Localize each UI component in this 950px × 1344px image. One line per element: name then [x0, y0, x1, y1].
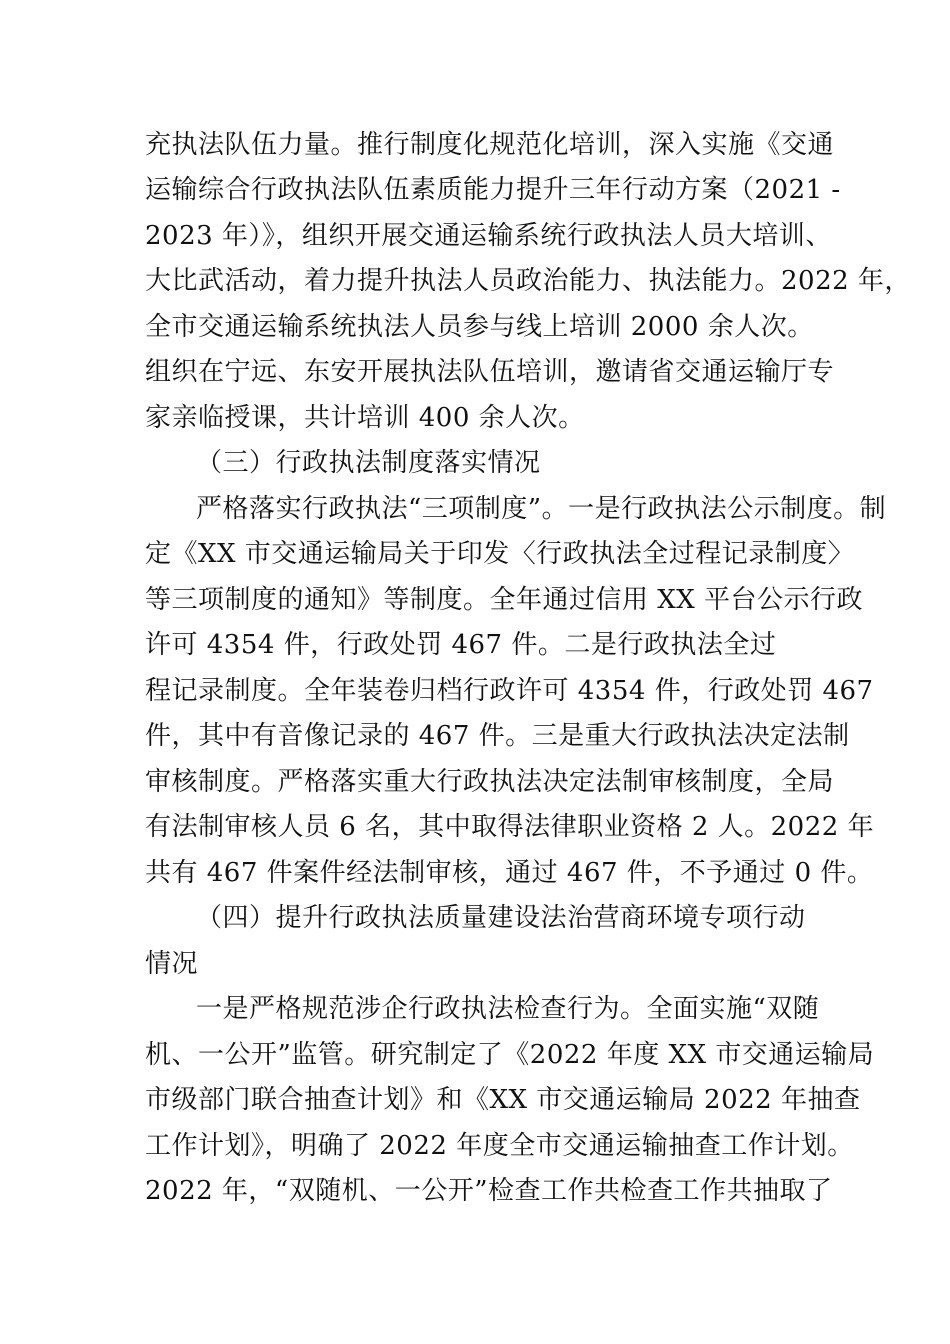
text-line: 共有 467 件案件经法制审核，通过 467 件，不予通过 0 件。: [145, 858, 874, 888]
text-line: 工作计划》，明确了 2022 年度全市交通运输抽查工作计划。: [145, 1131, 854, 1161]
section-heading-4: （四）提升行政执法质量建设法治营商环境专项行动: [196, 903, 806, 933]
paragraph-start: 严格落实行政执法“三项制度”。一是行政执法公示制度。制: [196, 494, 887, 524]
text-line: 充执法队伍力量。推行制度化规范化培训，深入实施《交通: [145, 130, 835, 160]
text-line: 有法制审核人员 6 名，其中取得法律职业资格 2 人。2022 年: [145, 812, 875, 842]
text-line: 组织在宁远、东安开展执法队伍培训，邀请省交通运输厅专: [145, 357, 835, 387]
text-line: 程记录制度。全年装卷归档行政许可 4354 件，行政处罚 467: [145, 676, 874, 706]
text-line: 审核制度。严格落实重大行政执法决定法制审核制度，全局: [145, 767, 835, 797]
paragraph-start: 一是严格规范涉企行政执法检查行为。全面实施“双随: [196, 994, 820, 1024]
text-line: 市级部门联合抽查计划》和《XX 市交通运输局 2022 年抽查: [145, 1085, 861, 1115]
section-heading-4-cont: 情况: [145, 949, 199, 979]
text-line: 2022 年，“双随机、一公开”检查工作共检查工作共抽取了: [145, 1176, 833, 1206]
text-line: 机、一公开”监管。研究制定了《2022 年度 XX 市交通运输局: [145, 1040, 875, 1070]
text-line: 定《XX 市交通运输局关于印发〈行政执法全过程记录制度〉: [145, 539, 855, 569]
section-heading-3: （三）行政执法制度落实情况: [196, 448, 541, 478]
text-line: 等三项制度的通知》等制度。全年通过信用 XX 平台公示行政: [145, 585, 864, 615]
text-line: 许可 4354 件，行政处罚 467 件。二是行政执法全过: [145, 630, 777, 660]
text-line: 件，其中有音像记录的 467 件。三是重大行政执法决定法制: [145, 721, 850, 751]
text-line: 全市交通运输系统执法人员参与线上培训 2000 余人次。: [145, 312, 814, 342]
text-line: 大比武活动，着力提升执法人员政治能力、执法能力。2022 年，: [145, 266, 911, 296]
text-line: 2023 年）》，组织开展交通运输系统行政执法人员大培训、: [145, 221, 832, 251]
text-line: 家亲临授课，共计培训 400 余人次。: [145, 403, 585, 433]
text-line: 运输综合行政执法队伍素质能力提升三年行动方案（2021 -: [145, 175, 841, 205]
